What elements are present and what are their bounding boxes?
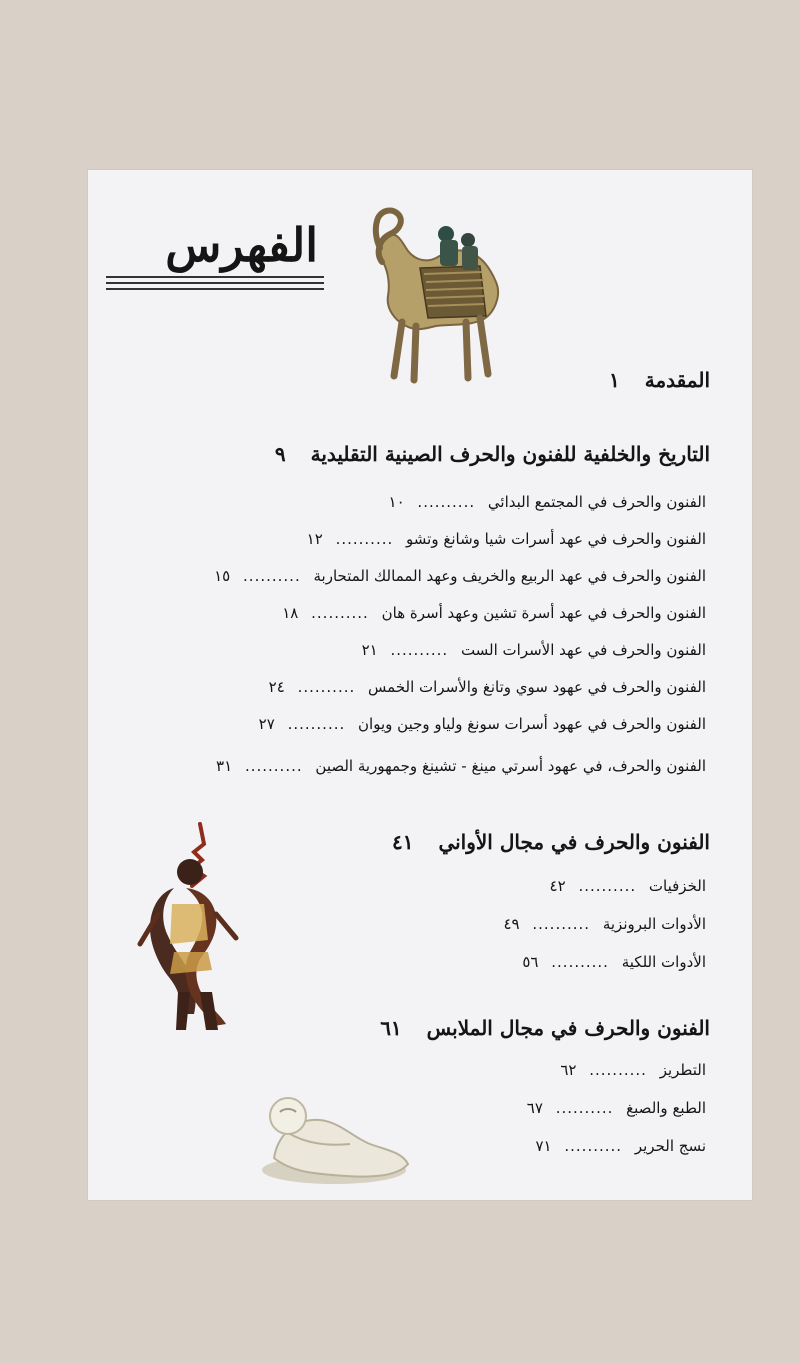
toc-entry-dots: .......... <box>244 757 303 775</box>
title-block <box>106 210 324 300</box>
toc-entry[interactable] <box>550 876 706 896</box>
toc-entry-dots: .......... <box>578 877 637 895</box>
toc-intro-page: ١ <box>609 368 620 392</box>
toc-intro[interactable] <box>609 368 710 392</box>
toc-section-label: الفنون والحرف في مجال الأواني <box>438 830 710 854</box>
toc-entry-label: الفنون والحرف في عهد الأسرات الست <box>460 641 706 659</box>
toc-entry[interactable] <box>282 603 706 623</box>
toc-entry-label: الأدوات البرونزية <box>602 915 706 933</box>
toc-entry-dots: .......... <box>390 641 449 659</box>
toc-entry-page: ٦٧ <box>526 1099 543 1117</box>
toc-entry-label: نسج الحرير <box>634 1137 706 1155</box>
toc-entry-dots: .......... <box>417 493 476 511</box>
toc-entry-label: الفنون والحرف في عهد أسرات شيا وشانغ وتشو <box>406 530 706 548</box>
table-of-contents-page <box>88 170 752 1200</box>
toc-entry-page: ٦٢ <box>560 1061 577 1079</box>
toc-entry-label: الفنون والحرف في عهود أسرات سونغ ولياو وجين ويوان <box>358 715 706 733</box>
toc-entry-label: التطريز <box>659 1061 706 1079</box>
toc-entry-page: ٢١ <box>361 641 378 659</box>
toc-section[interactable] <box>380 1016 710 1040</box>
toc-entry-page: ٣١ <box>216 757 233 775</box>
toc-entry-label: الفنون والحرف في عهود سوي وتانغ والأسرات الخمس <box>368 678 706 696</box>
toc-entry-page: ١٢ <box>306 530 323 548</box>
toc-section-page: ٦١ <box>380 1016 402 1040</box>
toc-section-label: التاريخ والخلفية للفنون والحرف الصينية التقليدية <box>310 442 710 466</box>
toc-entry-label: الفنون والحرف في المجتمع البدائي <box>487 493 706 511</box>
toc-entry[interactable] <box>535 1136 706 1156</box>
toc-entry-dots: .......... <box>335 530 394 548</box>
toc-entry-dots: .......... <box>311 604 369 622</box>
toc-entry-page: ١٠ <box>388 493 405 511</box>
toc-entry[interactable] <box>362 640 706 660</box>
shadow-puppet-icon <box>132 820 244 1034</box>
toc-entry-dots: .......... <box>532 915 591 933</box>
toc-section[interactable] <box>392 830 710 854</box>
toc-entry-page: ٧١ <box>535 1137 552 1155</box>
toc-entry-label: الفنون والحرف، في عهود أسرتي مينغ - تشينغ وجمهورية الصين <box>315 757 706 775</box>
toc-entry[interactable] <box>214 566 706 586</box>
toc-entry-dots: .......... <box>564 1137 623 1155</box>
toc-section-label: الفنون والحرف في مجال الملابس <box>426 1016 710 1040</box>
title-rule <box>106 282 324 284</box>
toc-entry-page: ٤٩ <box>503 915 520 933</box>
toc-entry[interactable] <box>522 952 706 972</box>
toc-entry[interactable] <box>503 914 706 934</box>
toc-section-page: ٩ <box>274 442 286 466</box>
toc-entry[interactable] <box>259 714 706 734</box>
toc-entry-page: ١٥ <box>214 567 231 585</box>
toc-entry-label: الطبع والصبغ <box>626 1099 706 1117</box>
toc-entry-page: ٤٢ <box>549 877 566 895</box>
toc-entry-dots: .......... <box>243 567 301 585</box>
toc-entry[interactable] <box>527 1098 706 1118</box>
toc-entry[interactable] <box>560 1060 706 1080</box>
toc-entry[interactable] <box>389 492 706 512</box>
toc-entry-dots: .......... <box>297 678 356 696</box>
toc-entry-dots: .......... <box>589 1061 647 1079</box>
porcelain-figure-icon <box>254 1088 416 1188</box>
toc-entry-page: ٥٦ <box>522 953 539 971</box>
toc-entry-label: الفنون والحرف في عهد أسرة تشين وعهد أسرة هان <box>381 604 706 622</box>
toc-entry-label: الأدوات اللكية <box>621 953 706 971</box>
title-rule <box>106 276 324 278</box>
toc-section[interactable] <box>275 442 710 466</box>
toc-section-page: ٤١ <box>391 830 414 854</box>
toc-entry-dots: .......... <box>551 953 609 971</box>
toc-entry-page: ٢٧ <box>258 715 275 733</box>
page-title: الفهرس <box>165 218 318 272</box>
toc-entry-label: الخزفيات <box>648 877 706 895</box>
toc-entry-page: ١٨ <box>282 604 299 622</box>
toc-entry-dots: .......... <box>287 715 346 733</box>
toc-entry-dots: .......... <box>555 1099 614 1117</box>
toc-intro-label: المقدمة <box>644 368 710 392</box>
toc-entry[interactable] <box>307 529 706 549</box>
toc-entry[interactable] <box>269 677 706 697</box>
toc-entry[interactable] <box>216 756 706 776</box>
title-rule <box>106 288 324 290</box>
toc-entry-label: الفنون والحرف في عهد الربيع والخريف وعهد الممالك المتحاربة <box>313 567 706 585</box>
camel-figurine-icon <box>370 200 510 398</box>
toc-entry-page: ٢٤ <box>268 678 285 696</box>
